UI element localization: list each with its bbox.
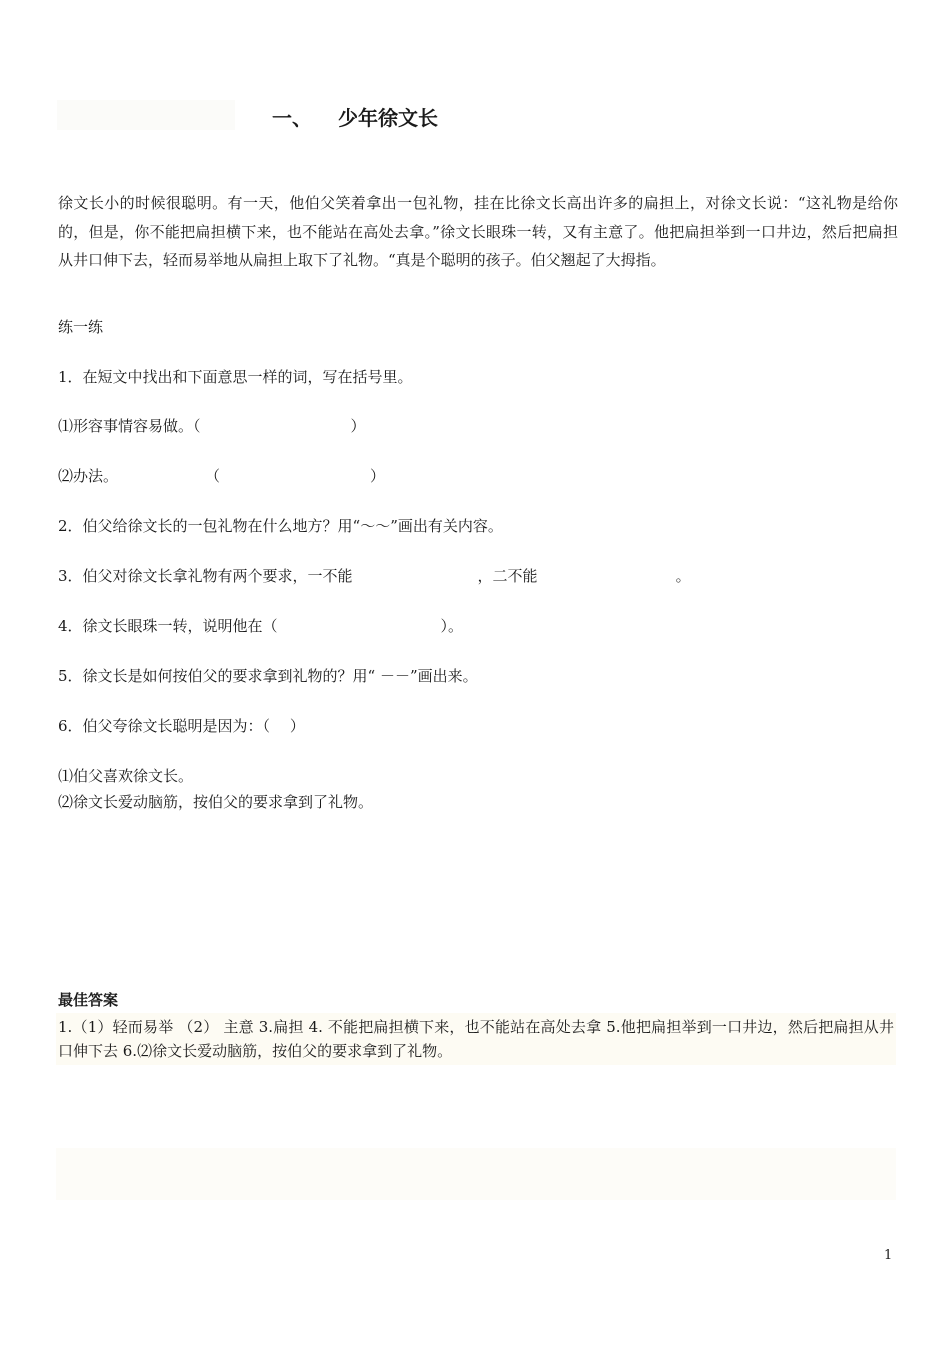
option-2: ⑵徐文长爱动脑筋，按伯父的要求拿到了礼物。 [58, 793, 374, 811]
question-4-part-2: ）。 [440, 617, 464, 635]
page-number: 1 [884, 1248, 893, 1263]
page-title: 少年徐文长 [338, 106, 438, 130]
close-paren: ） [370, 467, 386, 485]
open-paren: （ [205, 467, 221, 485]
question-1-item-2-label: ⑵办法。 [58, 467, 119, 485]
question-3-part-3: 。 [675, 567, 691, 585]
question-5: 5．徐文长是如何按伯父的要求拿到礼物的？用“ －－”画出来。 [58, 667, 478, 685]
question-3-part-2: ，二不能 [477, 567, 538, 585]
question-4-part-1: 4．徐文长眼珠一转，说明他在（ [58, 617, 278, 635]
answer-text: 1.（1）轻而易举 （2） 主意 3.扁担 4. 不能把扁担横下来，也不能站在高处去拿 5.他把扁担举到一口井边，然后把扁担从井口伸下去 6.⑵徐文长爱动脑筋，按伯父的要求拿到了礼物。 [58, 1018, 894, 1060]
close-paren: ） [350, 417, 366, 435]
question-1: 1．在短文中找出和下面意思一样的词，写在括号里。 [58, 368, 413, 386]
question-3 [58, 565, 691, 586]
title-highlight-block [57, 100, 235, 130]
story-paragraph: 徐文长小的时候很聪明。有一天，他伯父笑着拿出一包礼物，挂在比徐文长高出许多的扁担上，对徐文长说：“这礼物是给你的，但是，你不能把扁担横下来，也不能站在高处去拿。”徐文长眼珠一转，又有主意了。他把扁担举到一口井边，然后把扁担从井口伸下去，轻而易举地从扁担上取下了礼物。“真是个聪明的孩子。伯父翘起了大拇指。 [58, 194, 898, 269]
title-number: 一、 [272, 106, 312, 130]
question-1-item-1-label: ⑴形容事情容易做。（ [58, 417, 201, 435]
question-3-part-1: 3．伯父对徐文长拿礼物有两个要求，一不能 [58, 567, 353, 585]
answer-heading: 最佳答案 [58, 991, 119, 1009]
question-4 [58, 615, 463, 636]
question-1-item-2 [58, 465, 385, 486]
option-1: ⑴伯父喜欢徐文长。 [58, 767, 194, 785]
practice-heading: 练一练 [58, 318, 104, 336]
question-6: 6．伯父夸徐文长聪明是因为：（ ） [58, 717, 305, 735]
blank-shaded-box [56, 1148, 896, 1200]
question-1-item-1 [58, 415, 366, 436]
question-2: 2．伯父给徐文长的一包礼物在什么地方？用“～～”画出有关内容。 [58, 517, 503, 535]
